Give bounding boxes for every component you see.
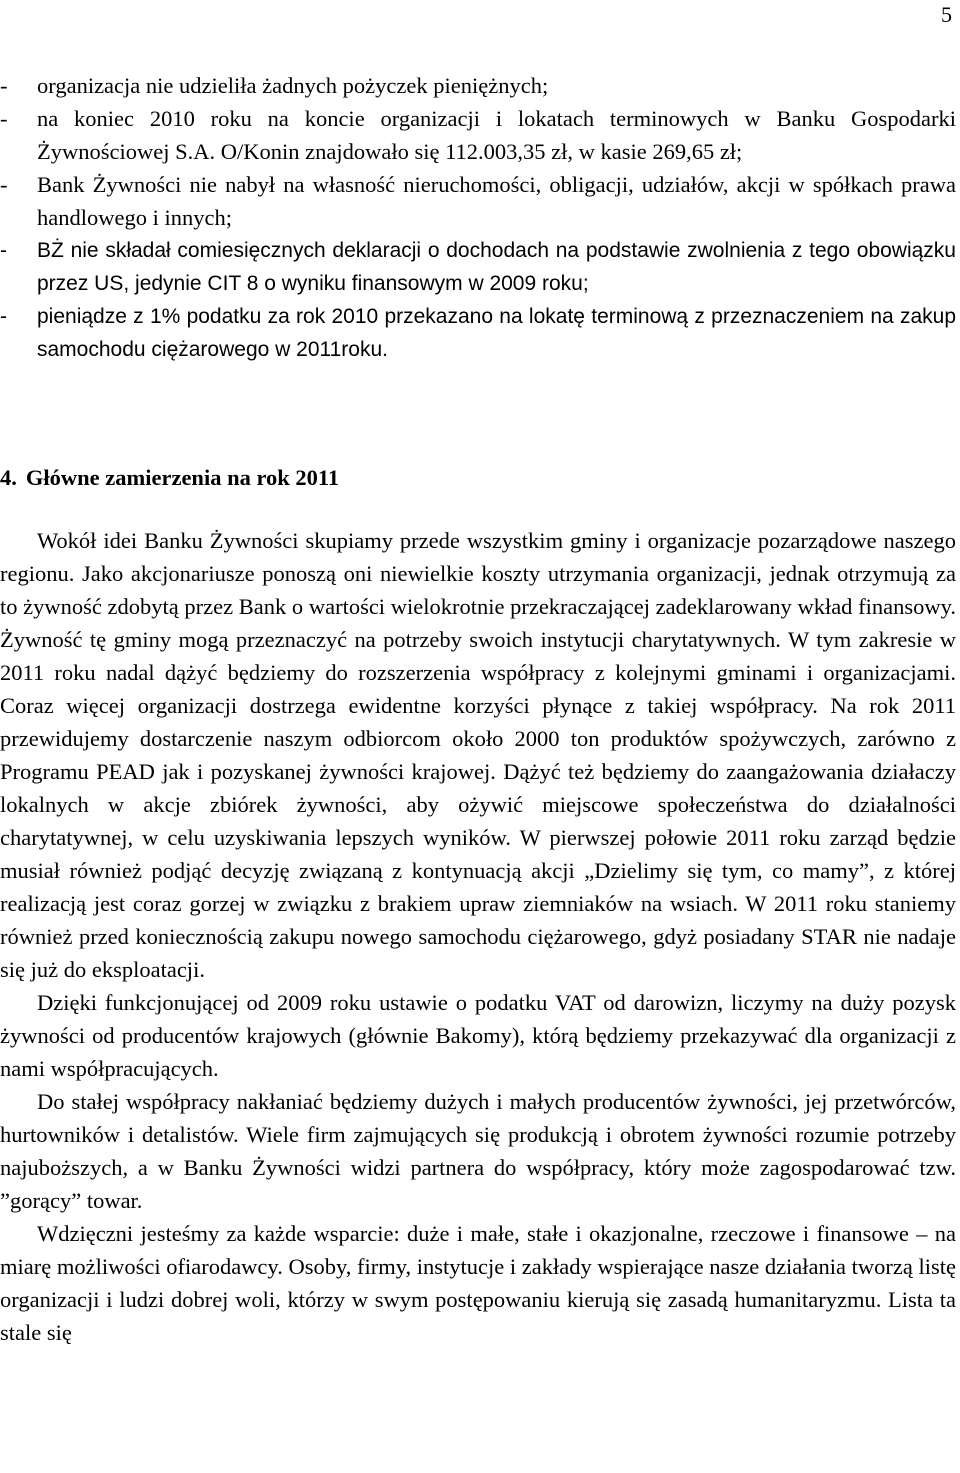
list-item bbox=[0, 234, 956, 300]
section-heading bbox=[0, 461, 339, 494]
list-dash: - bbox=[0, 305, 7, 328]
list-item-text: BŻ nie składał comiesięcznych deklaracji o dochodach na podstawie zwolnienia z tego obowiązku przez US, jedynie CIT 8 o wyniku finansowym w 2009 roku; bbox=[37, 239, 956, 295]
list-dash: - bbox=[0, 172, 8, 197]
paragraph: Dzięki funkcjonującej od 2009 roku ustawie o podatku VAT od darowizn, liczymy na duży pozysk żywności od producentów krajowych (głównie Bakomy), którą będziemy przekazywać dla organizacji z nami współpracujących. bbox=[0, 990, 956, 1081]
section-body bbox=[0, 524, 956, 1349]
list-item-text: pieniądze z 1% podatku za rok 2010 przekazano na lokatę terminową z przeznaczeniem na zakup samochodu ciężarowego w 2011roku. bbox=[37, 305, 956, 361]
list-item-text: organizacja nie udzieliła żadnych pożyczek pieniężnych; bbox=[37, 73, 549, 98]
paragraph: Do stałej współpracy nakłaniać będziemy dużych i małych producentów żywności, jej przetwórców, hurtowników i detalistów. Wiele firm zajmujących się produkcją i obrotem żywności rozumie potrzeby najuboższych, a w Banku Żywności widzi partnera do współpracy, który może zagospodarować tzw. ”gorący” towar. bbox=[0, 1089, 956, 1213]
section-title: Główne zamierzenia na rok 2011 bbox=[25, 465, 340, 490]
list-dash: - bbox=[0, 106, 8, 131]
list-dash: - bbox=[0, 239, 7, 262]
summary-list bbox=[0, 69, 956, 366]
list-item-text: na koniec 2010 roku na koncie organizacji i lokatach terminowych w Banku Gospodarki Żywnościowej S.A. O/Konin znajdowało się 112.003,35 zł, w kasie 269,65 zł; bbox=[37, 106, 956, 164]
list-item bbox=[0, 168, 956, 234]
list-item-text: Bank Żywności nie nabył na własność nieruchomości, obligacji, udziałów, akcji w spółkach prawa handlowego i innych; bbox=[37, 172, 956, 230]
paragraph: Wdzięczni jesteśmy za każde wsparcie: duże i małe, stałe i okazjonalne, rzeczowe i finansowe – na miarę możliwości ofiarodawcy. Osoby, firmy, instytucje i zakłady wspierające nasze działania tworzą listę organizacji i ludzi dobrej woli, którzy w swym postępowaniu kierują się zasadą humanitaryzmu. Lista ta stale się bbox=[0, 1221, 956, 1345]
paragraph: Wokół idei Banku Żywności skupiamy przede wszystkim gminy i organizacje pozarządowe naszego regionu. Jako akcjonariusze ponoszą oni niewielkie koszty utrzymania organizacji, jednak otrzymują za to żywność zdobytą przez Bank o wartości wielokrotnie przekraczającej zadeklarowany wkład finansowy. Żywność tę gminy mogą przeznaczyć na potrzeby swoich instytucji charytatywnych. W tym zakresie w 2011 roku nadal dążyć będziemy do rozszerzenia współpracy z kolejnymi gminami i organizacjami. Coraz więcej organizacji dostrzega ewidentne korzyści płynące z takiej współpracy. Na rok 2011 przewidujemy dostarczenie naszym odbiorcom około 2000 ton produktów spożywczych, zarówno z Programu PEAD jak i pozyskanej żywności krajowej. Dążyć też będziemy do zaangażowania działaczy lokalnych w akcje zbiórek żywności, aby ożywić miejscowe społeczeństwa do działalności charytatywnej, w celu uzyskiwania lepszych wyników. W pierwszej połowie 2011 roku zarząd będzie musiał również podjąć decyzję związaną z kontynuacją akcji „Dzielimy się tym, co mamy”, z której realizacją jest coraz gorzej w związku z brakiem upraw ziemniaków na wsiach. W 2011 roku staniemy również przed koniecznością zakupu nowego samochodu ciężarowego, gdyż posiadany STAR nie nadaje się już do eksploatacji. bbox=[0, 528, 956, 982]
section-number: 4. bbox=[0, 465, 17, 490]
list-item bbox=[0, 69, 956, 102]
list-item bbox=[0, 300, 956, 366]
page-number: 5 bbox=[941, 2, 952, 27]
list-dash: - bbox=[0, 73, 8, 98]
list-item bbox=[0, 102, 956, 168]
